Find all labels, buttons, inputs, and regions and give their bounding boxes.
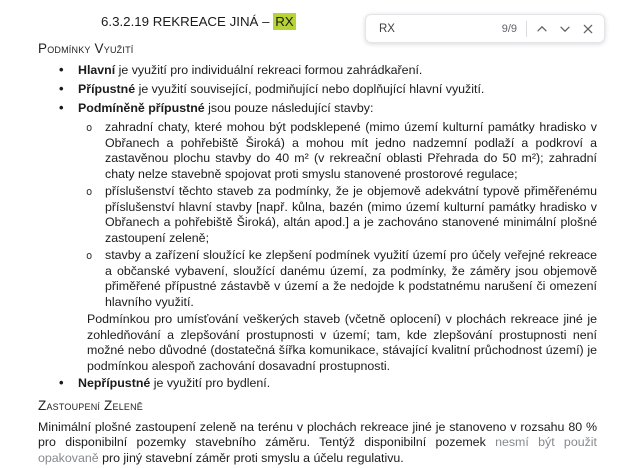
bullet-term: Nepřípustné	[78, 376, 151, 390]
list-item	[38, 82, 597, 98]
usage-sub-bullet-list	[38, 120, 597, 310]
usage-note-paragraph: Podmínkou pro umísťování veškerých staveb (včetně oplocení) v plochách rekreace jiné je zohledňování a zlepšování prostupnosti v území; tam, kde zlepšování prostupnosti není možné nebo důvodné (dostatečná šířka komunikace, stávající kvalitní průchodnost území) je podmínkou alespoň zachování dosavadní prostupnosti.	[87, 312, 597, 373]
close-icon	[582, 23, 594, 35]
search-highlight: RX	[275, 14, 294, 29]
find-divider	[526, 21, 527, 37]
bullet-text: je využití pro individuální rekreaci formou zahrádkaření.	[115, 63, 423, 77]
usage-bullet-list	[38, 63, 597, 117]
chevron-down-icon	[559, 23, 571, 35]
usage-forbidden-list	[38, 376, 597, 392]
greenery-paragraph	[38, 420, 597, 467]
bullet-text: je využití pro bydlení.	[150, 376, 271, 390]
find-bar	[365, 14, 605, 43]
bullet-term: Přípustné	[78, 82, 136, 96]
find-close-button[interactable]	[576, 17, 599, 40]
greenery-text-end: pro jiný stavební záměr proti smyslu a účelu regulativu.	[98, 450, 404, 465]
list-item	[38, 376, 597, 392]
section-heading-usage-conditions: Podmínky Využití	[38, 41, 134, 56]
bullet-text: je využití související, podmiňující nebo doplňující hlavní využití.	[135, 82, 485, 96]
page-title-text: 6.3.2.19 REKREACE JINÁ –	[101, 14, 274, 29]
greenery-text-faded: nesmí být použit opakovaně	[38, 435, 597, 465]
bullet-term: Podmíněně přípustné	[78, 101, 205, 115]
find-previous-button[interactable]	[530, 17, 553, 40]
list-item: o zahradní chaty, které mohou být podsklepené (mimo území kulturní památky hradisko v Obřanech a pohřebiště Široká) a mohou mít jedno nadzemní podlaží a podkroví a zastavěnou plochu stavby do 40 m² (v rekreační oblasti Přehrada do 50 m²); zahradní chaty nelze stavebně spojovat proti smyslu stanovené prostorové regulace;	[38, 120, 597, 182]
find-match-count: 9/9	[501, 22, 517, 35]
list-item: o příslušenství těchto staveb za podmínky, že je objemově adekvátní typově přiměřenému příslušenství hlavní stavby [např. kůlna, bazén (mimo území kulturní památky hradisko v Obřanech a pohřebiště Široká), altán apod.] a je zachováno stanovené minimální plošné zastoupení zeleně;	[38, 184, 597, 246]
chevron-up-icon	[536, 23, 548, 35]
list-item	[38, 63, 597, 79]
find-input[interactable]	[379, 23, 502, 35]
find-next-button[interactable]	[553, 17, 576, 40]
list-item	[38, 101, 597, 117]
section-heading-greenery: Zastoupení Zeleně	[38, 397, 144, 413]
bullet-term: Hlavní	[78, 63, 116, 77]
greenery-text-start: Minimální plošné zastoupení zeleně na terénu v plochách rekreace jiné je stanoveno v rozsahu 80 % pro disponibilní pozemky stavebního záměru. Tentýž disponibilní pozemek	[38, 419, 597, 449]
list-item: o stavby a zařízení sloužící ke zlepšení podmínek využití území pro účely veřejné rekreace a občanské vybavení, sloužící danému území, za podmínky, že záměry jsou objemově přiměřené přípustné zástavbě v území a že nedojde k podstatnému narušení či omezení hlavního využití.	[38, 248, 597, 310]
bullet-text: jsou pouze následující stavby:	[204, 101, 374, 115]
